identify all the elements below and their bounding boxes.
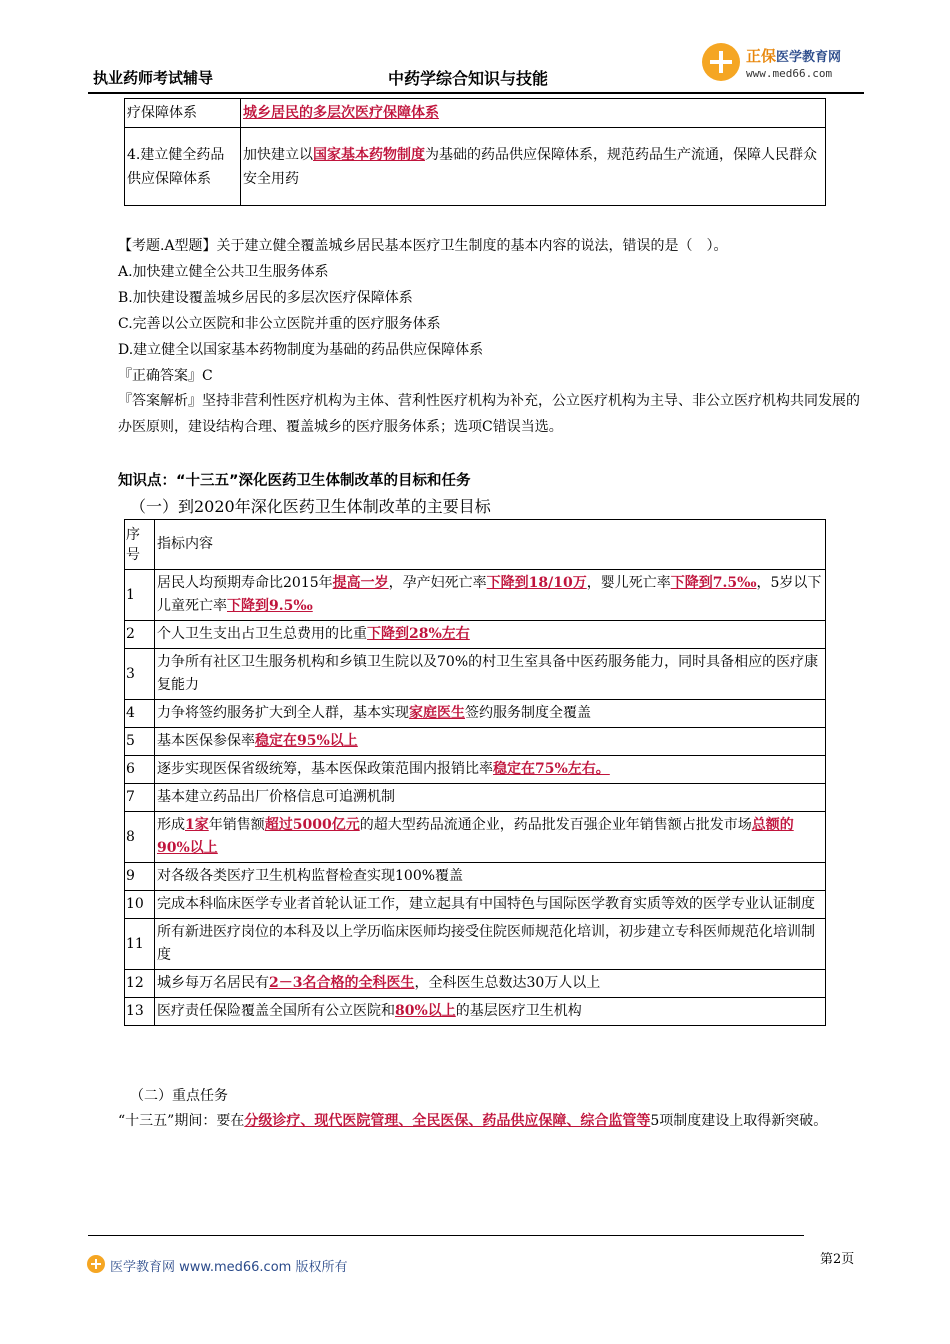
highlight-text: 家庭医生 bbox=[409, 705, 465, 721]
row-number: 4 bbox=[125, 700, 155, 728]
row-number: 1 bbox=[125, 570, 155, 621]
highlight-text: 稳定在75%左右。 bbox=[493, 761, 610, 777]
row-content: 医疗责任保险覆盖全国所有公立医院和80%以上的基层医疗卫生机构 bbox=[155, 998, 826, 1026]
row-number: 9 bbox=[125, 863, 155, 891]
answer-analysis: 『答案解析』坚持非营利性医疗机构为主体、营利性医疗机构为补充，公立医疗机构为主导、非公立医疗机构共同发展的办医原则，建设结构合理、覆盖城乡的医疗服务体系；选项C错误当选。 bbox=[118, 393, 860, 435]
table-row bbox=[125, 756, 826, 784]
page-number: 第2页 bbox=[820, 1252, 855, 1267]
highlight-text: 80%以上 bbox=[395, 1003, 456, 1019]
table-cell: 疗保障体系 bbox=[125, 99, 241, 128]
option-b: B.加快建设覆盖城乡居民的多层次医疗保障体系 bbox=[118, 290, 413, 306]
highlight-text: 下降到 bbox=[367, 626, 409, 642]
header-left-title: 执业药师考试辅导 bbox=[93, 69, 214, 87]
table-cell: 加快建立以国家基本药物制度为基础的药品供应保障体系，规范药品生产流通，保障人民群众安全用药 bbox=[241, 128, 826, 206]
row-content: 所有新进医疗岗位的本科及以上学历临床医师均接受住院医师规范化培训，初步建立专科医师规范化培训制度 bbox=[155, 919, 826, 970]
row-content: 城乡每万名居民有2－3名合格的全科医生，全科医生总数达30万人以上 bbox=[155, 970, 826, 998]
table-row bbox=[125, 700, 826, 728]
footer-copyright: 医学教育网 www.med66.com 版权所有 bbox=[110, 1260, 348, 1275]
logo-url: www.med66.com bbox=[746, 67, 833, 80]
brand-logo bbox=[702, 43, 864, 87]
table-row bbox=[125, 784, 826, 812]
highlight-text: 下降到7.5‰ bbox=[670, 575, 757, 591]
question-stem: 【考题.A型题】关于建立健全覆盖城乡居民基本医疗卫生制度的基本内容的说法，错误的是（ ）。 bbox=[118, 238, 728, 254]
row-number: 13 bbox=[125, 998, 155, 1026]
table-row bbox=[125, 970, 826, 998]
row-number: 3 bbox=[125, 649, 155, 700]
table-row bbox=[125, 728, 826, 756]
row-content: 基本医保参保率稳定在95%以上 bbox=[155, 728, 826, 756]
row-content: 个人卫生支出占卫生总费用的比重下降到28%左右 bbox=[155, 621, 826, 649]
row-number: 6 bbox=[125, 756, 155, 784]
row-content: 基本建立药品出厂价格信息可追溯机制 bbox=[155, 784, 826, 812]
table-row bbox=[125, 812, 826, 863]
table-row bbox=[125, 919, 826, 970]
highlight-text: 2－3名合格的全科医生 bbox=[269, 975, 415, 991]
header-cell-content: 指标内容 bbox=[155, 520, 826, 570]
option-c: C.完善以公立医院和非公立医院并重的医疗服务体系 bbox=[118, 316, 441, 332]
row-number: 7 bbox=[125, 784, 155, 812]
header-divider bbox=[88, 92, 864, 94]
table-cell: 4.建立健全药品供应保障体系 bbox=[125, 128, 241, 206]
table-row bbox=[125, 998, 826, 1026]
row-content: 力争所有社区卫生服务机构和乡镇卫生院以及70%的村卫生室具备中医药服务能力，同时具备相应的医疗康复能力 bbox=[155, 649, 826, 700]
option-d: D.建立健全以国家基本药物制度为基础的药品供应保障体系 bbox=[118, 342, 484, 358]
row-content: 居民人均预期寿命比2015年提高一岁，孕产妇死亡率下降到18/10万，婴儿死亡率下降到7.5‰，5岁以下儿童死亡率下降到9.5‰ bbox=[155, 570, 826, 621]
footer-logo-icon bbox=[87, 1255, 105, 1273]
row-content: 完成本科临床医学专业者首轮认证工作，建立起具有中国特色与国际医学教育实质等效的医学专业认证制度 bbox=[155, 891, 826, 919]
highlight-text: 国家基本药物制度 bbox=[313, 146, 425, 163]
option-a: A.加快建立健全公共卫生服务体系 bbox=[118, 264, 329, 280]
table-row bbox=[125, 621, 826, 649]
row-number: 12 bbox=[125, 970, 155, 998]
tasks-paragraph: “十三五”期间：要在分级诊疗、现代医院管理、全民医保、药品供应保障、综合监管等5项制度建设上取得新突破。 bbox=[118, 1113, 828, 1129]
table-row bbox=[125, 863, 826, 891]
row-number: 8 bbox=[125, 812, 155, 863]
highlight-text: 28%左右 bbox=[409, 626, 470, 642]
table-row bbox=[125, 891, 826, 919]
table-row bbox=[125, 128, 826, 206]
section-heading-tasks: （二）重点任务 bbox=[130, 1088, 228, 1104]
highlight-text: 稳定在95%以上 bbox=[255, 733, 358, 749]
section-heading-goals: （一）到2020年深化医药卫生体制改革的主要目标 bbox=[130, 497, 491, 516]
highlight-text: 下降到9.5‰ bbox=[227, 598, 313, 614]
row-number: 5 bbox=[125, 728, 155, 756]
footer-divider bbox=[88, 1235, 804, 1236]
table-row bbox=[125, 570, 826, 621]
highlight-text: 下降到18/10万 bbox=[486, 575, 587, 591]
row-content: 对各级各类医疗卫生机构监督检查实现100%覆盖 bbox=[155, 863, 826, 891]
reform-content-table bbox=[124, 98, 826, 206]
row-content: 形成1家年销售额超过5000亿元的超大型药品流通企业，药品批发百强企业年销售额占批发市场总额的90%以上 bbox=[155, 812, 826, 863]
logo-brand-text: 正保医学教育网 bbox=[746, 47, 842, 65]
table-cell bbox=[241, 99, 826, 128]
highlight-text: 提高一岁 bbox=[332, 575, 389, 591]
header-cell-no: 序号 bbox=[125, 520, 155, 570]
row-number: 2 bbox=[125, 621, 155, 649]
highlight-text: 超过5000亿元 bbox=[264, 817, 360, 833]
goals-table bbox=[124, 519, 826, 1026]
table-row bbox=[125, 649, 826, 700]
row-number: 11 bbox=[125, 919, 155, 970]
highlight-text: 分级诊疗、现代医院管理、全民医保、药品供应保障、综合监管等 bbox=[244, 1113, 651, 1129]
table-row bbox=[125, 99, 826, 128]
knowledge-title: 知识点：“十三五”深化医药卫生体制改革的目标和任务 bbox=[118, 473, 471, 489]
row-content: 逐步实现医保省级统筹，基本医保政策范围内报销比率稳定在75%左右。 bbox=[155, 756, 826, 784]
highlight-text: 城乡居民的多层次医疗保障体系 bbox=[243, 105, 439, 121]
logo-cross-icon bbox=[702, 43, 740, 81]
header-center-title: 中药学综合知识与技能 bbox=[388, 69, 549, 88]
highlight-text: 总额的90%以上 bbox=[157, 817, 794, 856]
row-number: 10 bbox=[125, 891, 155, 919]
highlight-text: 1家 bbox=[185, 817, 209, 833]
row-content: 力争将签约服务扩大到全人群，基本实现家庭医生签约服务制度全覆盖 bbox=[155, 700, 826, 728]
table-header-row bbox=[125, 520, 826, 570]
correct-answer: 『正确答案』C bbox=[118, 368, 213, 384]
